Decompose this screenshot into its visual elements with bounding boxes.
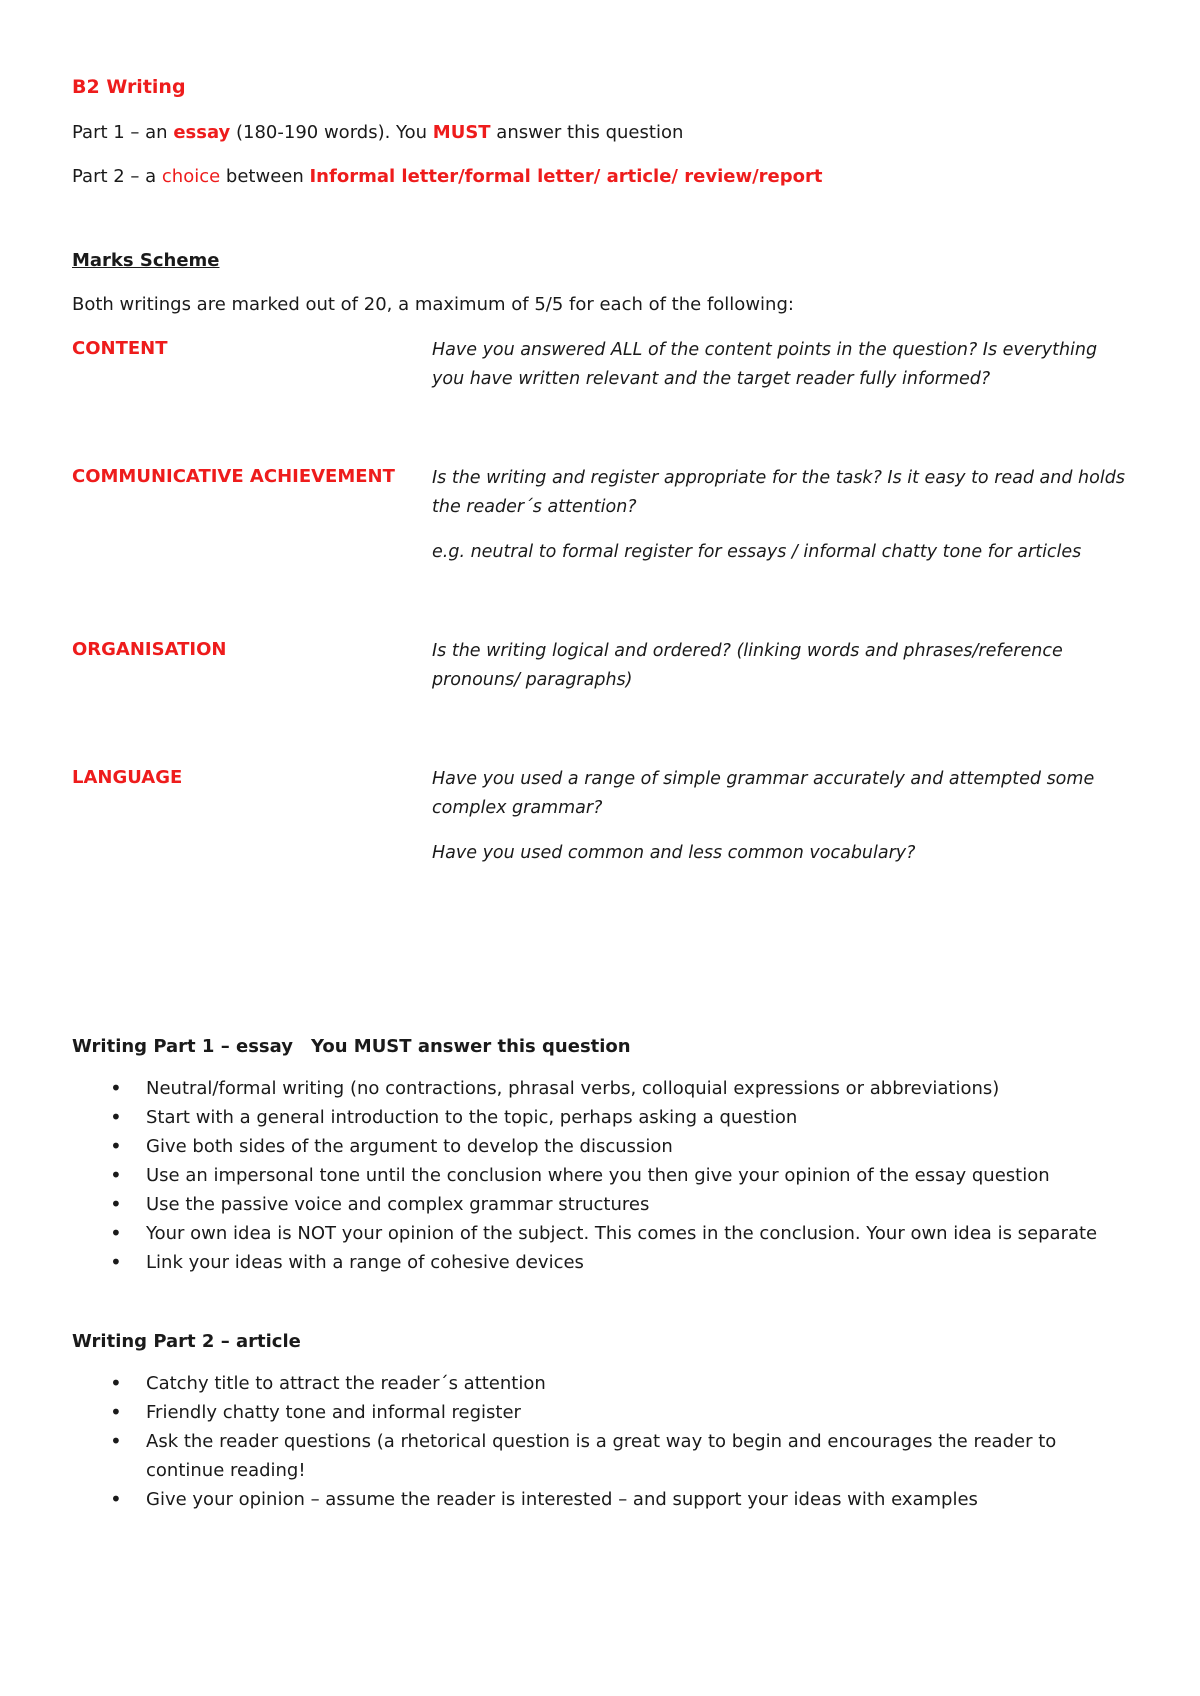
criterion-language [72, 765, 1128, 884]
list-item: • Friendly chatty tone and informal register [72, 1398, 1128, 1427]
part1-line [72, 120, 1128, 146]
part1-must: MUST [432, 122, 491, 143]
marks-scheme-heading: Marks Scheme [72, 250, 220, 271]
criterion-organisation [72, 637, 1128, 711]
list-item: • Neutral/formal writing (no contractions, phrasal verbs, colloquial expressions or abbreviations) [72, 1074, 1128, 1103]
part2-middle: between [220, 166, 310, 187]
part2-options: Informal letter/formal letter/ article/ review/report [309, 166, 823, 187]
criterion-text: Is the writing logical and ordered? (linking words and phrases/reference pronouns/ paragraphs) [432, 641, 1063, 690]
marks-scheme-intro: Both writings are marked out of 20, a maximum of 5/5 for each of the following: [72, 294, 794, 315]
list-item: • Link your ideas with a range of cohesive devices [72, 1248, 1128, 1277]
list-item: • Give both sides of the argument to develop the discussion [72, 1132, 1128, 1161]
criterion-label: ORGANISATION [72, 639, 227, 660]
criterion-label: COMMUNICATIVE ACHIEVEMENT [72, 466, 395, 487]
part1-prefix: Part 1 – an [72, 122, 174, 143]
part2-choice: choice [161, 166, 221, 187]
criterion-text: Have you used a range of simple grammar accurately and attempted some complex grammar? [432, 769, 1095, 818]
criterion-content [72, 336, 1128, 410]
criterion-text: Have you answered ALL of the content points in the question? Is everything you have written relevant and the target reader fully informed? [432, 340, 1098, 389]
criterion-label: CONTENT [72, 338, 168, 359]
criterion-text: Have you used common and less common vocabulary? [432, 843, 916, 863]
part1-essay: essay [173, 122, 231, 143]
writing-part2-list [72, 1369, 1128, 1514]
writing-part1-heading: Writing Part 1 – essay You MUST answer this question [72, 1036, 631, 1057]
list-item: • Your own idea is NOT your opinion of the subject. This comes in the conclusion. Your own idea is separate [72, 1219, 1128, 1248]
part2-prefix: Part 2 – a [72, 166, 162, 187]
list-item: • Start with a general introduction to the topic, perhaps asking a question [72, 1103, 1128, 1132]
list-item: • Catchy title to attract the reader´s attention [72, 1369, 1128, 1398]
criterion-description [432, 336, 1128, 410]
part1-middle: (180-190 words). You [230, 122, 433, 143]
criterion-label: LANGUAGE [72, 767, 183, 788]
criterion-description [432, 464, 1128, 583]
spacer [72, 1277, 1128, 1329]
spacer [72, 208, 1128, 248]
spacer [72, 884, 1128, 1034]
list-item: • Use the passive voice and complex grammar structures [72, 1190, 1128, 1219]
writing-part1-list [72, 1074, 1128, 1277]
criterion-description [432, 765, 1128, 884]
part2-line [72, 164, 1128, 190]
list-item: • Ask the reader questions (a rhetorical question is a great way to begin and encourages the reader to continue reading! [72, 1427, 1128, 1485]
criterion-communicative-achievement [72, 464, 1128, 583]
document-title: B2 Writing [72, 76, 186, 98]
criterion-example: e.g. neutral to formal register for essays / informal chatty tone for articles [432, 542, 1082, 562]
criterion-text: Is the writing and register appropriate for the task? Is it easy to read and holds the reader´s attention? [432, 468, 1125, 517]
writing-part2-heading: Writing Part 2 – article [72, 1331, 301, 1352]
criterion-description [432, 637, 1128, 711]
list-item: • Give your opinion – assume the reader is interested – and support your ideas with examples [72, 1485, 1128, 1514]
list-item: • Use an impersonal tone until the conclusion where you then give your opinion of the essay question [72, 1161, 1128, 1190]
part1-suffix: answer this question [490, 122, 684, 143]
